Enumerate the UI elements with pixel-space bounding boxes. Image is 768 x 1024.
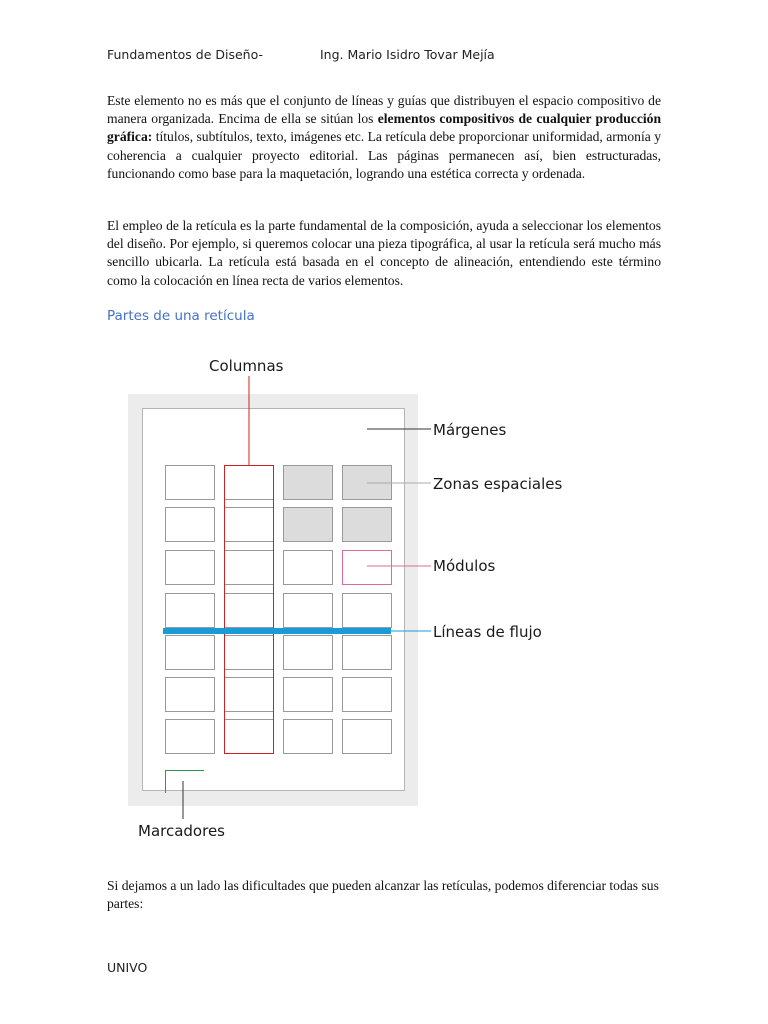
page-footer: UNIVO xyxy=(107,960,148,975)
grid-module xyxy=(166,466,215,500)
label-columns: Columnas xyxy=(209,357,284,375)
label-margins: Márgenes xyxy=(433,421,507,439)
label-modules: Módulos xyxy=(433,557,496,575)
grid-module xyxy=(343,508,392,542)
grid-module xyxy=(343,594,392,628)
paragraph-intro-start: Este elemento no es más que el conjunto de líneas y guías que distribuyen el espacio compositivo de manera organizada. Encima de ella se sitúan los xyxy=(107,93,661,127)
label-spatial-zones: Zonas espaciales xyxy=(433,475,563,493)
grid-module xyxy=(166,508,215,542)
label-markers: Marcadores xyxy=(138,822,225,840)
header-author: Ing. Mario Isidro Tovar Mejía xyxy=(320,47,495,62)
grid-module xyxy=(284,594,333,628)
grid-module xyxy=(284,551,333,585)
grid-module xyxy=(343,551,392,585)
grid-module xyxy=(284,466,333,500)
grid-module xyxy=(166,551,215,585)
grid-module xyxy=(166,594,215,628)
grid-module xyxy=(284,678,333,712)
grid-module xyxy=(225,678,274,712)
paragraph-usage: El empleo de la retícula es la parte fundamental de la composición, ayuda a seleccionar los elementos del diseño. Por ejemplo, si queremos colocar una pieza tipográfica, al usar la retícula será mucho más sencillo ubicarla. La retícula está basada en el concepto de alineación, entendiendo este término como la colocación en línea recta de varios elementos. xyxy=(107,218,661,288)
paragraph-parts: Si dejamos a un lado las dificultades que pueden alcanzar las retículas, podemos diferenciar todas sus partes: xyxy=(107,878,659,912)
paragraph-intro-end: títulos, subtítulos, texto, imágenes etc. La retícula debe proporcionar uniformidad, armonía y coherencia a cualquier proyecto editorial. Las páginas permanecen así, bien estructuradas, funcionando como base para la maquetación, logrando una estética correcta y ordenada. xyxy=(107,129,661,181)
grid-module xyxy=(225,551,274,585)
grid-module xyxy=(284,508,333,542)
flow-line-bar xyxy=(163,628,391,634)
section-title: Partes de una retícula xyxy=(107,308,255,324)
grid-module xyxy=(225,508,274,542)
grid-module xyxy=(166,636,215,670)
grid-module xyxy=(225,466,274,500)
grid-module xyxy=(284,720,333,754)
label-flow-lines: Líneas de flujo xyxy=(433,623,542,641)
grid-module xyxy=(343,720,392,754)
grid-module xyxy=(343,678,392,712)
grid-diagram-shapes xyxy=(128,376,431,819)
grid-module xyxy=(225,594,274,628)
grid-module xyxy=(166,720,215,754)
grid-module xyxy=(343,636,392,670)
header-course: Fundamentos de Diseño- xyxy=(107,47,263,62)
grid-module xyxy=(225,720,274,754)
grid-module xyxy=(284,636,333,670)
paragraph-intro-bold: elementos compositivos de cualquier producción gráfica: xyxy=(107,111,662,145)
grid-module xyxy=(166,678,215,712)
grid-module xyxy=(225,636,274,670)
